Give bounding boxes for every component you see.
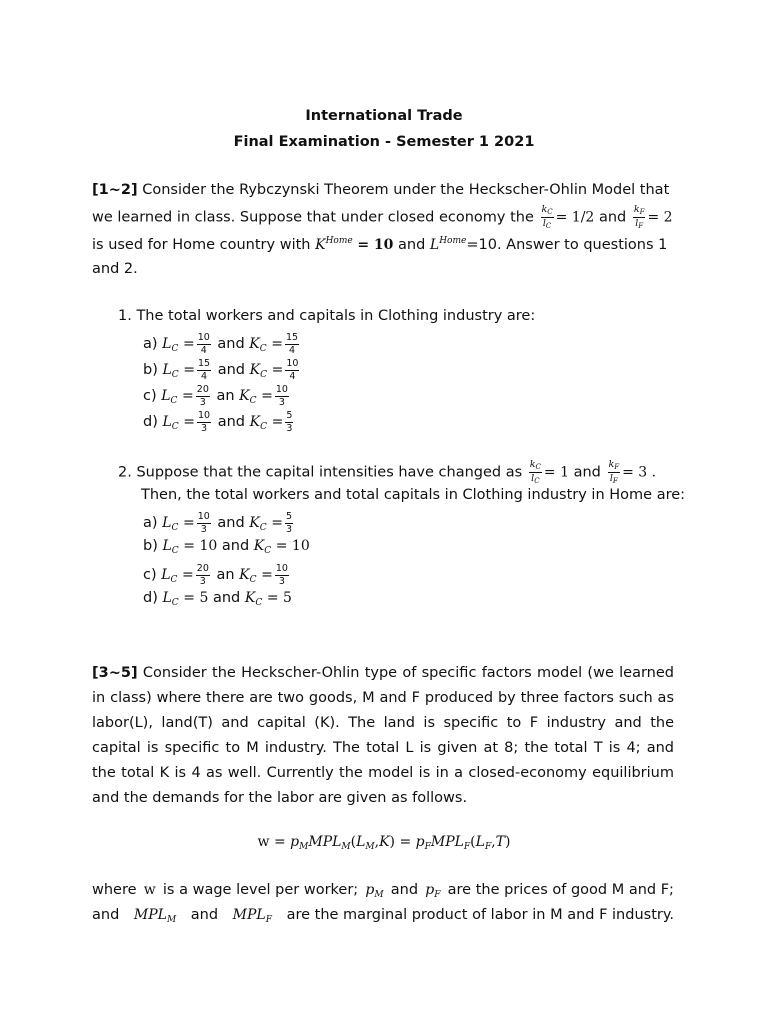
option-label: b): [143, 362, 158, 378]
exam-subtitle: Final Examination - Semester 1 2021: [233, 134, 535, 150]
q1-stem: 1. The total workers and capitals in Clothing industry are:: [118, 308, 536, 324]
option-k-fraction: $\frac{10}{3}$: [275, 384, 288, 408]
option-conj: and: [217, 362, 245, 378]
q2-ratio-kf-lf: $\frac{k_F}{l_F}$: [608, 459, 620, 485]
section2-tag: [3~5]: [92, 665, 138, 681]
labor-demand-equation: $w = p_MMPL_M(L_M,K) = p_FMPL_F(L_F,T)$: [257, 834, 511, 852]
section1-line2-text: we learned in class. Suppose that under closed economy the: [92, 209, 534, 226]
option-d: d) $L_C$ = $\frac{10}{3}$ and $K_C$ = $\frac{5}{3}$: [143, 410, 293, 434]
option-k-fraction: $\frac{10}{3}$: [275, 563, 288, 587]
option-c: c) $L_C$ = $\frac{20}{3}$ an $K_C$ = $\frac{10}{3}$: [143, 384, 288, 408]
last-and-2: and: [190, 907, 219, 923]
option-k-value: = 5: [266, 590, 292, 606]
option-label: d): [143, 414, 158, 430]
section1-line4: and 2.: [92, 261, 138, 277]
section2-paragraph: [92, 661, 674, 811]
option-k-fraction: $\frac{15}{4}$: [285, 332, 299, 356]
q2-ratio-f-value: = 3 .: [622, 464, 657, 481]
q2-stem-line2: Then, the total workers and total capitals in Clothing industry in Home are:: [141, 487, 686, 503]
where-def-p: are the prices of good M and F;: [447, 882, 674, 898]
exam-title: International Trade: [305, 108, 463, 124]
ratio-kc-lc: $\frac{k_C}{l_C}$: [541, 204, 553, 230]
option-conj: and: [217, 336, 245, 352]
option-l-fraction: $\frac{10}{3}$: [197, 511, 210, 535]
section1-line1: [92, 182, 674, 198]
option-l-value: = 10: [183, 538, 218, 554]
where-and: and: [390, 882, 419, 898]
option-conj: and: [217, 414, 245, 430]
q2-stem-text: 2. Suppose that the capital intensities have changed as: [118, 464, 523, 481]
option-l-fraction: $\frac{20}{3}$: [196, 563, 209, 587]
option-conj: and: [217, 515, 245, 531]
option-k-value: = 10: [275, 538, 310, 554]
section1-and: and: [598, 209, 627, 226]
where-word: where: [92, 882, 137, 898]
option-label: c): [143, 567, 157, 583]
section2-last-line: and $MPL_M$ and $MPL_F$ are the marginal product of labor in M and F industry.: [92, 907, 674, 925]
option-l-fraction: $\frac{10}{4}$: [197, 332, 210, 356]
option-c: c) $L_C$ = $\frac{20}{3}$ an $K_C$ = $\frac{10}{3}$: [143, 563, 288, 587]
q2-ratio-kc-lc: $\frac{k_C}{l_C}$: [529, 459, 541, 485]
q2-and: and: [573, 464, 601, 481]
option-conj: an: [216, 388, 235, 404]
ratio-c-value: = 1/2: [555, 209, 595, 226]
ratio-kf-lf: $\frac{k_F}{l_F}$: [633, 204, 645, 230]
option-l-fraction: $\frac{20}{3}$: [196, 384, 209, 408]
section1-line2: [92, 205, 674, 230]
section1-tag: [1~2]: [92, 182, 138, 198]
option-label: d): [143, 590, 158, 606]
option-k-fraction: $\frac{5}{3}$: [285, 511, 293, 535]
option-label: b): [143, 538, 158, 554]
option-b: b) $L_C$ = $\frac{15}{4}$ and $K_C$ = $\frac{10}{4}$: [143, 358, 299, 382]
section1-line3: is used for Home country with $K^{Home} = 10$ and $L^{Home}=10$. Answer to questions 1: [92, 236, 668, 253]
option-b: b) $L_C = 10$ and $K_C = 10$: [143, 538, 310, 556]
option-k-fraction: $\frac{5}{3}$: [286, 410, 293, 434]
option-l-fraction: $\frac{10}{3}$: [198, 410, 211, 434]
option-a: a) $L_C$ = $\frac{10}{3}$ and $K_C$ = $\frac{5}{3}$: [143, 511, 293, 535]
section1-line3-text: is used for Home country with: [92, 237, 311, 253]
option-label: c): [143, 388, 157, 404]
section1-line1-text: Consider the Rybczynski Theorem under the Heckscher-Ohlin Model that: [142, 182, 670, 198]
option-k-fraction: $\frac{10}{4}$: [286, 358, 299, 382]
section2-text: Consider the Heckscher-Ohlin type of specific factors model (we learned in class) where there are two goods, M and F produced by three factors such as labor(L), land(T) and capital (K). The land is specific to F industry and the capital is specific to M industry. The total L is given at 8; the total T is 4; and the total K is 4 as well. Currently the model is in a closed-economy equilibrium and the demands for the labor are given as follows.: [92, 665, 674, 806]
option-l-fraction: $\frac{15}{4}$: [198, 358, 211, 382]
option-conj: and: [212, 590, 241, 606]
option-l-value: = 5: [183, 590, 209, 606]
section1-and-2: and: [398, 237, 426, 253]
option-d: d) $L_C = 5$ and $K_C = 5$: [143, 590, 292, 608]
where-def-w: is a wage level per worker;: [162, 882, 359, 898]
option-conj: and: [221, 538, 250, 554]
option-a: a) $L_C$ = $\frac{10}{4}$ and $K_C$ = $\frac{15}{4}$: [143, 332, 299, 356]
option-label: a): [143, 336, 158, 352]
last-and-1: and: [92, 907, 120, 923]
q2-stem-line1: [118, 460, 674, 485]
section2-where-line: where w is a wage level per worker; $p_M$ and $p_F$ are the prices of good M and F;: [92, 882, 674, 900]
last-def-mpl: are the marginal product of labor in M and F industry.: [286, 907, 674, 923]
option-label: a): [143, 515, 158, 531]
k-home-value: = 10: [357, 237, 394, 253]
l-home-value: =10. Answer to questions 1: [466, 237, 668, 253]
q2-ratio-c-value: = 1: [543, 464, 569, 481]
ratio-f-value: = 2: [647, 209, 673, 226]
option-conj: an: [216, 567, 235, 583]
